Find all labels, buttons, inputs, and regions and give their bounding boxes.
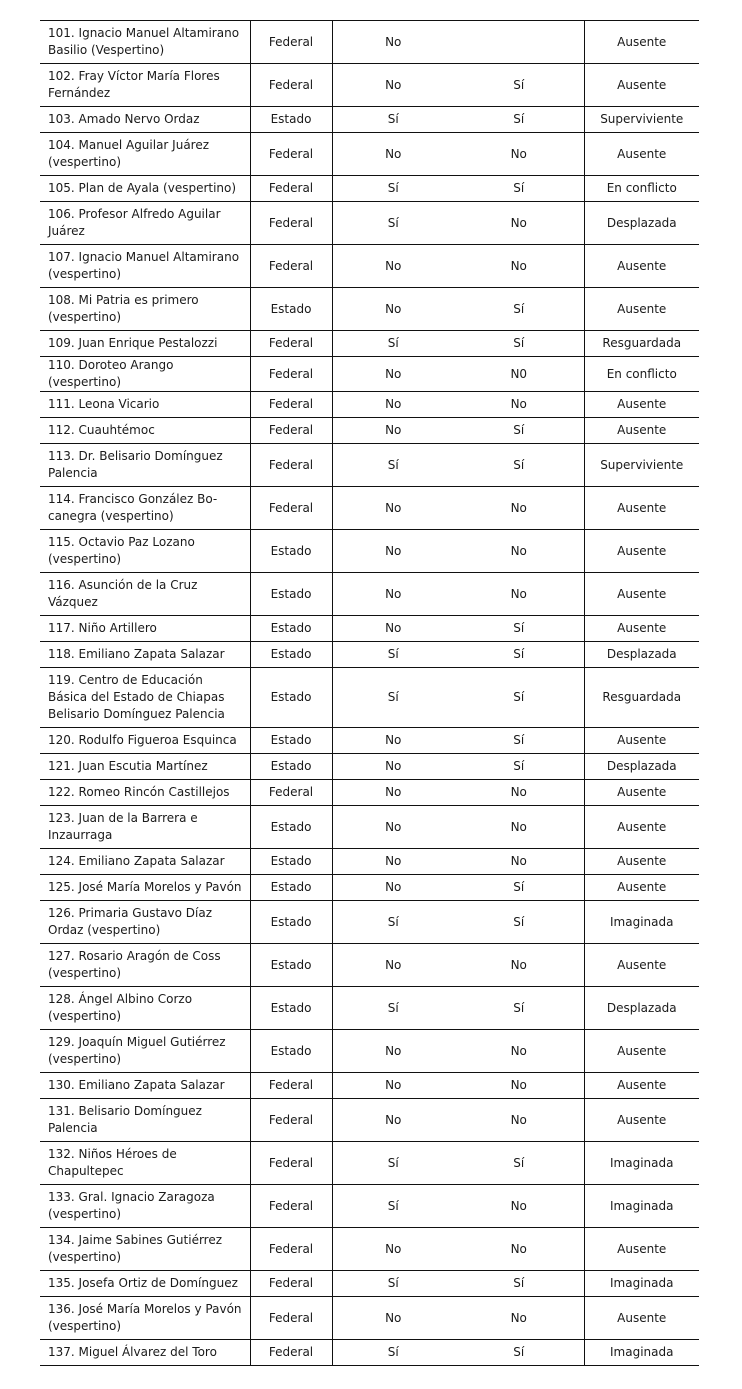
sostenimiento-cell: Estado bbox=[250, 616, 332, 642]
sostenimiento-cell: Estado bbox=[250, 642, 332, 668]
estado-cell: Desplazada bbox=[584, 642, 699, 668]
table-body bbox=[40, 21, 699, 1366]
column-3-cell: No bbox=[332, 1228, 454, 1271]
column-3-cell: Sí bbox=[332, 1185, 454, 1228]
estado-cell: Ausente bbox=[584, 728, 699, 754]
school-name-cell: 110. Doroteo Arango (vespertino) bbox=[40, 357, 250, 392]
sostenimiento-cell: Estado bbox=[250, 1030, 332, 1073]
column-3-cell: No bbox=[332, 392, 454, 418]
sostenimiento-cell: Federal bbox=[250, 1340, 332, 1366]
sostenimiento-cell: Estado bbox=[250, 573, 332, 616]
estado-cell: Ausente bbox=[584, 1228, 699, 1271]
sostenimiento-cell: Federal bbox=[250, 392, 332, 418]
table-row bbox=[40, 107, 699, 133]
table-row bbox=[40, 1142, 699, 1185]
column-3-cell: Sí bbox=[332, 176, 454, 202]
column-4-cell: No bbox=[454, 392, 584, 418]
column-3-cell: No bbox=[332, 728, 454, 754]
school-name-cell: 131. Belisario Domínguez Palencia bbox=[40, 1099, 250, 1142]
table-row bbox=[40, 780, 699, 806]
estado-cell: Ausente bbox=[584, 1030, 699, 1073]
sostenimiento-cell: Estado bbox=[250, 806, 332, 849]
column-3-cell: No bbox=[332, 21, 454, 64]
estado-cell: Imaginada bbox=[584, 1271, 699, 1297]
sostenimiento-cell: Federal bbox=[250, 64, 332, 107]
school-name-cell: 106. Profesor Alfredo Aguilar Juárez bbox=[40, 202, 250, 245]
column-3-cell: No bbox=[332, 133, 454, 176]
column-4-cell: Sí bbox=[454, 728, 584, 754]
table-row bbox=[40, 418, 699, 444]
column-4-cell: Sí bbox=[454, 444, 584, 487]
column-3-cell: No bbox=[332, 487, 454, 530]
school-name-cell: 102. Fray Víctor María Flores Fernández bbox=[40, 64, 250, 107]
column-3-cell: No bbox=[332, 806, 454, 849]
school-name-cell: 120. Rodulfo Figueroa Esquinca bbox=[40, 728, 250, 754]
table-row bbox=[40, 444, 699, 487]
column-3-cell: No bbox=[332, 418, 454, 444]
table-row bbox=[40, 668, 699, 728]
sostenimiento-cell: Federal bbox=[250, 1297, 332, 1340]
sostenimiento-cell: Federal bbox=[250, 202, 332, 245]
table-row bbox=[40, 288, 699, 331]
column-4-cell: Sí bbox=[454, 176, 584, 202]
table-row bbox=[40, 392, 699, 418]
column-4-cell: Sí bbox=[454, 668, 584, 728]
estado-cell: Ausente bbox=[584, 1297, 699, 1340]
column-4-cell: No bbox=[454, 1185, 584, 1228]
column-4-cell bbox=[454, 21, 584, 64]
table-row bbox=[40, 487, 699, 530]
sostenimiento-cell: Federal bbox=[250, 487, 332, 530]
table-row bbox=[40, 616, 699, 642]
table-row bbox=[40, 849, 699, 875]
school-name-cell: 136. José María Morelos y Pavón (vespertino) bbox=[40, 1297, 250, 1340]
table-row bbox=[40, 1340, 699, 1366]
column-4-cell: No bbox=[454, 1099, 584, 1142]
column-4-cell: No bbox=[454, 1297, 584, 1340]
table-row bbox=[40, 642, 699, 668]
column-4-cell: No bbox=[454, 1228, 584, 1271]
column-3-cell: Sí bbox=[332, 1142, 454, 1185]
column-4-cell: Sí bbox=[454, 288, 584, 331]
sostenimiento-cell: Federal bbox=[250, 1185, 332, 1228]
school-name-cell: 135. Josefa Ortiz de Domínguez bbox=[40, 1271, 250, 1297]
column-4-cell: No bbox=[454, 780, 584, 806]
column-3-cell: Sí bbox=[332, 642, 454, 668]
school-name-cell: 101. Ignacio Manuel Altamirano Basilio (Vespertino) bbox=[40, 21, 250, 64]
sostenimiento-cell: Federal bbox=[250, 1099, 332, 1142]
column-3-cell: Sí bbox=[332, 1271, 454, 1297]
table-row bbox=[40, 133, 699, 176]
sostenimiento-cell: Estado bbox=[250, 944, 332, 987]
column-4-cell: Sí bbox=[454, 987, 584, 1030]
sostenimiento-cell: Estado bbox=[250, 288, 332, 331]
estado-cell: Ausente bbox=[584, 487, 699, 530]
table-row bbox=[40, 1099, 699, 1142]
column-4-cell: No bbox=[454, 849, 584, 875]
school-name-cell: 125. José María Morelos y Pavón bbox=[40, 875, 250, 901]
sostenimiento-cell: Federal bbox=[250, 1271, 332, 1297]
school-name-cell: 118. Emiliano Zapata Salazar bbox=[40, 642, 250, 668]
sostenimiento-cell: Federal bbox=[250, 133, 332, 176]
column-4-cell: Sí bbox=[454, 64, 584, 107]
estado-cell: Desplazada bbox=[584, 987, 699, 1030]
estado-cell: Ausente bbox=[584, 875, 699, 901]
sostenimiento-cell: Federal bbox=[250, 1228, 332, 1271]
table-row bbox=[40, 987, 699, 1030]
school-name-cell: 116. Asunción de la Cruz Vázquez bbox=[40, 573, 250, 616]
table-row bbox=[40, 806, 699, 849]
estado-cell: Ausente bbox=[584, 1073, 699, 1099]
column-3-cell: Sí bbox=[332, 1340, 454, 1366]
column-4-cell: Sí bbox=[454, 1142, 584, 1185]
column-3-cell: No bbox=[332, 616, 454, 642]
column-3-cell: No bbox=[332, 780, 454, 806]
school-name-cell: 126. Primaria Gustavo Díaz Ordaz (vespertino) bbox=[40, 901, 250, 944]
school-name-cell: 111. Leona Vicario bbox=[40, 392, 250, 418]
table-row bbox=[40, 754, 699, 780]
sostenimiento-cell: Federal bbox=[250, 21, 332, 64]
table-row bbox=[40, 176, 699, 202]
column-4-cell: No bbox=[454, 202, 584, 245]
sostenimiento-cell: Estado bbox=[250, 875, 332, 901]
column-3-cell: No bbox=[332, 288, 454, 331]
school-name-cell: 112. Cuauhtémoc bbox=[40, 418, 250, 444]
column-4-cell: Sí bbox=[454, 107, 584, 133]
sostenimiento-cell: Estado bbox=[250, 849, 332, 875]
table-row bbox=[40, 573, 699, 616]
column-4-cell: Sí bbox=[454, 754, 584, 780]
table-row bbox=[40, 64, 699, 107]
school-name-cell: 115. Octavio Paz Lozano (vespertino) bbox=[40, 530, 250, 573]
column-4-cell: No bbox=[454, 245, 584, 288]
school-name-cell: 108. Mi Patria es primero (vespertino) bbox=[40, 288, 250, 331]
column-3-cell: No bbox=[332, 573, 454, 616]
estado-cell: Superviviente bbox=[584, 107, 699, 133]
school-name-cell: 121. Juan Escutia Martínez bbox=[40, 754, 250, 780]
sostenimiento-cell: Estado bbox=[250, 728, 332, 754]
school-name-cell: 129. Joaquín Miguel Gutiérrez (vespertino) bbox=[40, 1030, 250, 1073]
estado-cell: Ausente bbox=[584, 1099, 699, 1142]
estado-cell: Ausente bbox=[584, 849, 699, 875]
school-name-cell: 133. Gral. Ignacio Zaragoza (vespertino) bbox=[40, 1185, 250, 1228]
school-name-cell: 113. Dr. Belisario Domínguez Palencia bbox=[40, 444, 250, 487]
table-row bbox=[40, 875, 699, 901]
column-3-cell: No bbox=[332, 357, 454, 392]
school-name-cell: 122. Romeo Rincón Castillejos bbox=[40, 780, 250, 806]
estado-cell: Imaginada bbox=[584, 901, 699, 944]
table-row bbox=[40, 245, 699, 288]
estado-cell: Ausente bbox=[584, 418, 699, 444]
estado-cell: Ausente bbox=[584, 133, 699, 176]
table-row bbox=[40, 728, 699, 754]
sostenimiento-cell: Federal bbox=[250, 1142, 332, 1185]
school-name-cell: 124. Emiliano Zapata Salazar bbox=[40, 849, 250, 875]
column-4-cell: Sí bbox=[454, 1340, 584, 1366]
column-3-cell: No bbox=[332, 245, 454, 288]
estado-cell: En conflicto bbox=[584, 357, 699, 392]
table-row bbox=[40, 530, 699, 573]
sostenimiento-cell: Federal bbox=[250, 357, 332, 392]
sostenimiento-cell: Federal bbox=[250, 780, 332, 806]
column-4-cell: No bbox=[454, 944, 584, 987]
table-row bbox=[40, 1073, 699, 1099]
table-row bbox=[40, 1228, 699, 1271]
school-name-cell: 134. Jaime Sabines Gutiérrez (vespertino) bbox=[40, 1228, 250, 1271]
school-name-cell: 114. Francisco González Bo-canegra (vespertino) bbox=[40, 487, 250, 530]
sostenimiento-cell: Federal bbox=[250, 331, 332, 357]
sostenimiento-cell: Federal bbox=[250, 176, 332, 202]
column-4-cell: No bbox=[454, 530, 584, 573]
column-3-cell: Sí bbox=[332, 668, 454, 728]
school-name-cell: 130. Emiliano Zapata Salazar bbox=[40, 1073, 250, 1099]
table-row bbox=[40, 21, 699, 64]
sostenimiento-cell: Estado bbox=[250, 754, 332, 780]
school-name-cell: 137. Miguel Álvarez del Toro bbox=[40, 1340, 250, 1366]
estado-cell: Resguardada bbox=[584, 331, 699, 357]
school-name-cell: 109. Juan Enrique Pestalozzi bbox=[40, 331, 250, 357]
estado-cell: En conflicto bbox=[584, 176, 699, 202]
estado-cell: Ausente bbox=[584, 806, 699, 849]
sostenimiento-cell: Estado bbox=[250, 668, 332, 728]
column-4-cell: Sí bbox=[454, 331, 584, 357]
school-name-cell: 104. Manuel Aguilar Juárez (vespertino) bbox=[40, 133, 250, 176]
estado-cell: Imaginada bbox=[584, 1340, 699, 1366]
estado-cell: Ausente bbox=[584, 616, 699, 642]
estado-cell: Ausente bbox=[584, 573, 699, 616]
sostenimiento-cell: Federal bbox=[250, 1073, 332, 1099]
column-4-cell: No bbox=[454, 1073, 584, 1099]
estado-cell: Ausente bbox=[584, 288, 699, 331]
column-4-cell: No bbox=[454, 806, 584, 849]
column-4-cell: Sí bbox=[454, 875, 584, 901]
column-4-cell: No bbox=[454, 573, 584, 616]
school-name-cell: 117. Niño Artillero bbox=[40, 616, 250, 642]
sostenimiento-cell: Estado bbox=[250, 107, 332, 133]
table-row bbox=[40, 1185, 699, 1228]
column-4-cell: Sí bbox=[454, 616, 584, 642]
estado-cell: Desplazada bbox=[584, 202, 699, 245]
table-row bbox=[40, 944, 699, 987]
estado-cell: Ausente bbox=[584, 21, 699, 64]
column-4-cell: Sí bbox=[454, 642, 584, 668]
school-name-cell: 128. Ángel Albino Corzo (vespertino) bbox=[40, 987, 250, 1030]
table-row bbox=[40, 331, 699, 357]
table-row bbox=[40, 202, 699, 245]
school-name-cell: 123. Juan de la Barrera e Inzaurraga bbox=[40, 806, 250, 849]
column-3-cell: No bbox=[332, 875, 454, 901]
sostenimiento-cell: Estado bbox=[250, 530, 332, 573]
column-3-cell: No bbox=[332, 1030, 454, 1073]
school-name-cell: 105. Plan de Ayala (vespertino) bbox=[40, 176, 250, 202]
column-3-cell: No bbox=[332, 849, 454, 875]
column-4-cell: No bbox=[454, 487, 584, 530]
column-4-cell: Sí bbox=[454, 418, 584, 444]
sostenimiento-cell: Federal bbox=[250, 245, 332, 288]
column-3-cell: No bbox=[332, 1099, 454, 1142]
column-3-cell: Sí bbox=[332, 107, 454, 133]
school-name-cell: 119. Centro de Educación Básica del Estado de Chiapas Belisario Domínguez Palencia bbox=[40, 668, 250, 728]
column-3-cell: Sí bbox=[332, 444, 454, 487]
estado-cell: Ausente bbox=[584, 944, 699, 987]
column-3-cell: No bbox=[332, 530, 454, 573]
column-3-cell: Sí bbox=[332, 331, 454, 357]
column-4-cell: No bbox=[454, 133, 584, 176]
column-4-cell: Sí bbox=[454, 1271, 584, 1297]
estado-cell: Ausente bbox=[584, 530, 699, 573]
table-row bbox=[40, 901, 699, 944]
column-3-cell: Sí bbox=[332, 202, 454, 245]
column-3-cell: No bbox=[332, 1073, 454, 1099]
sostenimiento-cell: Federal bbox=[250, 444, 332, 487]
table-row bbox=[40, 1271, 699, 1297]
table-row bbox=[40, 1297, 699, 1340]
estado-cell: Resguardada bbox=[584, 668, 699, 728]
column-3-cell: Sí bbox=[332, 987, 454, 1030]
sostenimiento-cell: Estado bbox=[250, 987, 332, 1030]
estado-cell: Superviviente bbox=[584, 444, 699, 487]
column-3-cell: No bbox=[332, 944, 454, 987]
column-3-cell: No bbox=[332, 64, 454, 107]
table-row bbox=[40, 357, 699, 392]
estado-cell: Ausente bbox=[584, 64, 699, 107]
column-3-cell: No bbox=[332, 754, 454, 780]
estado-cell: Ausente bbox=[584, 780, 699, 806]
table-row bbox=[40, 1030, 699, 1073]
column-3-cell: Sí bbox=[332, 901, 454, 944]
estado-cell: Ausente bbox=[584, 392, 699, 418]
estado-cell: Ausente bbox=[584, 245, 699, 288]
school-name-cell: 107. Ignacio Manuel Altamirano (vespertino) bbox=[40, 245, 250, 288]
schools-table bbox=[40, 20, 699, 1366]
estado-cell: Imaginada bbox=[584, 1185, 699, 1228]
column-4-cell: Sí bbox=[454, 901, 584, 944]
estado-cell: Imaginada bbox=[584, 1142, 699, 1185]
estado-cell: Desplazada bbox=[584, 754, 699, 780]
school-name-cell: 103. Amado Nervo Ordaz bbox=[40, 107, 250, 133]
column-4-cell: N0 bbox=[454, 357, 584, 392]
sostenimiento-cell: Estado bbox=[250, 901, 332, 944]
column-4-cell: No bbox=[454, 1030, 584, 1073]
school-name-cell: 127. Rosario Aragón de Coss (vespertino) bbox=[40, 944, 250, 987]
school-name-cell: 132. Niños Héroes de Chapultepec bbox=[40, 1142, 250, 1185]
column-3-cell: No bbox=[332, 1297, 454, 1340]
sostenimiento-cell: Federal bbox=[250, 418, 332, 444]
